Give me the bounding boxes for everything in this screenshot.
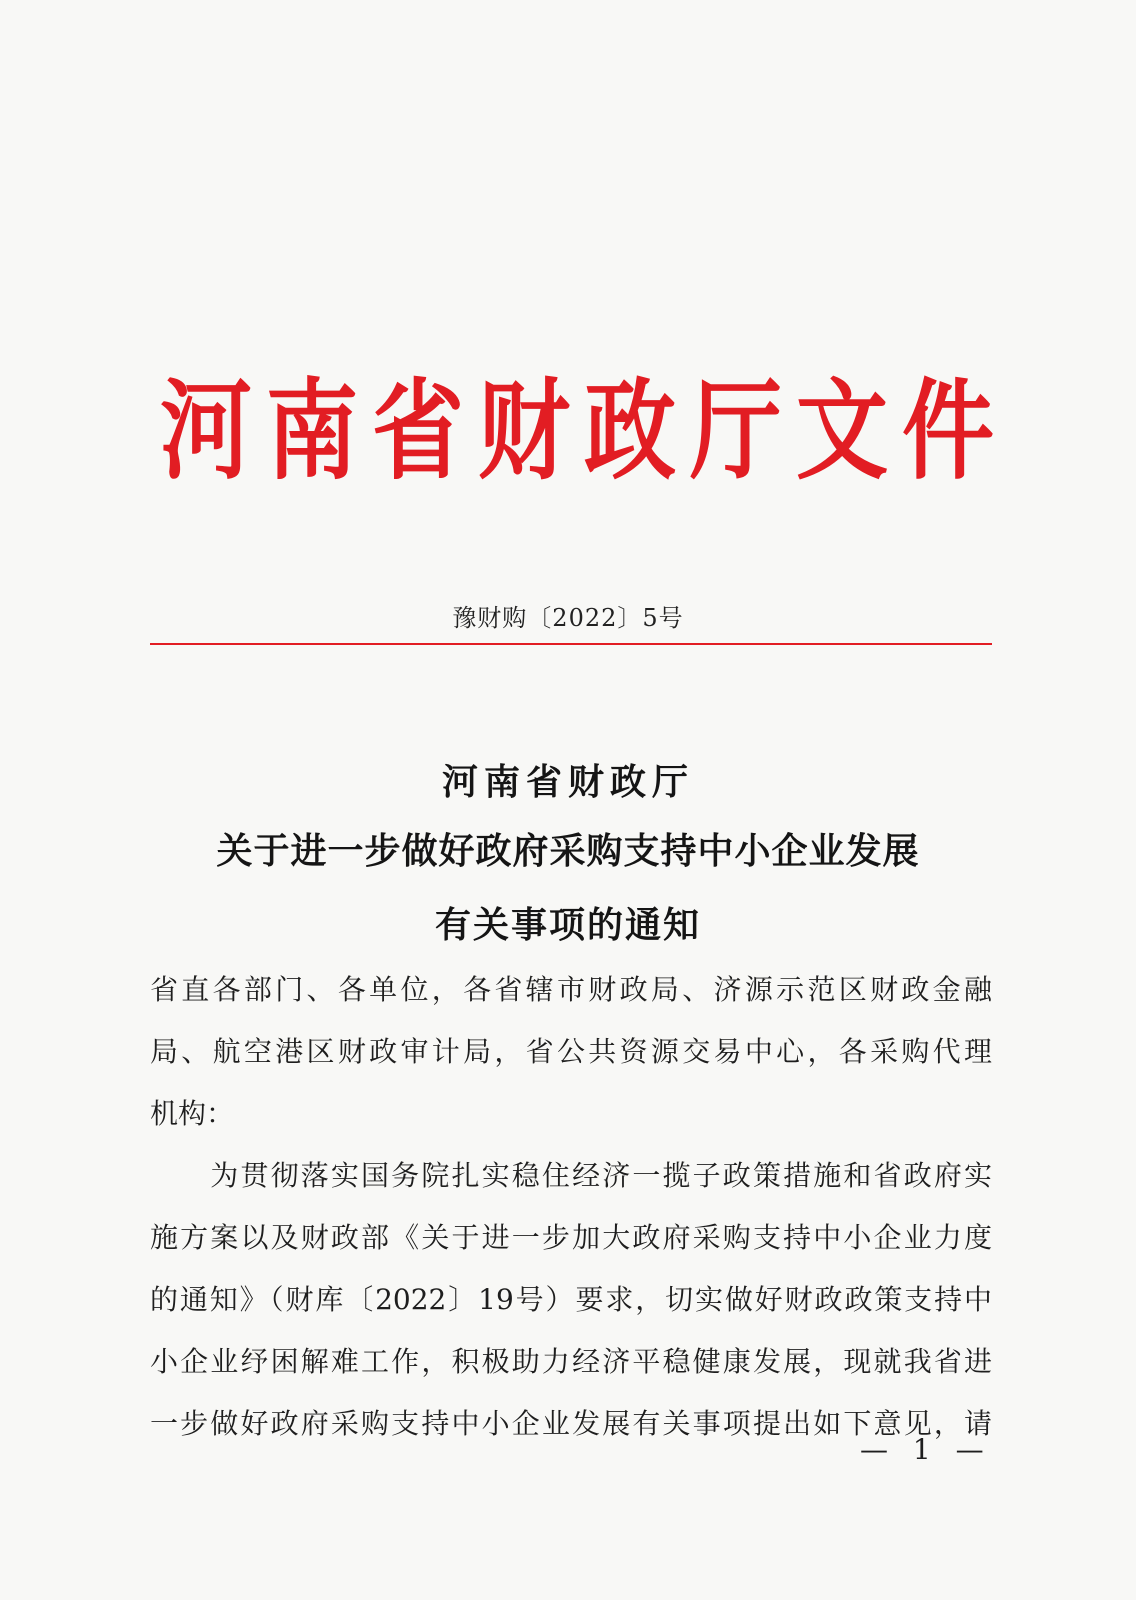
body-line-7: 小企业纾困解难工作，积极助力经济平稳健康发展，现就我省进 xyxy=(150,1345,992,1378)
body-line-6: 的通知》（财库〔2022〕19号）要求，切实做好财政政策支持中 xyxy=(150,1283,992,1316)
document-number: 豫财购〔2022〕5号 xyxy=(452,604,684,632)
page-number: — 1 — xyxy=(860,1433,992,1466)
body-line-1: 省直各部门、各单位，各省辖市财政局、济源示范区财政金融 xyxy=(150,973,992,1006)
body-line-3: 机构： xyxy=(150,1097,235,1130)
red-divider-line xyxy=(150,643,992,645)
title-line-2: 关于进一步做好政府采购支持中小企业发展 xyxy=(216,831,920,872)
issuer-masthead: 河南省财政厅文件 xyxy=(160,368,1009,495)
title-line-3: 有关事项的通知 xyxy=(434,905,701,946)
title-line-1: 河南省财政厅 xyxy=(441,762,694,803)
body-line-2: 局、航空港区财政审计局，省公共资源交易中心，各采购代理 xyxy=(150,1035,992,1068)
body-line-4: 为贯彻落实国务院扎实稳住经济一揽子政策措施和省政府实 xyxy=(150,1159,992,1192)
body-line-5: 施方案以及财政部《关于进一步加大政府采购支持中小企业力度 xyxy=(150,1221,992,1254)
body-line-8: 一步做好政府采购支持中小企业发展有关事项提出如下意见，请 xyxy=(150,1407,992,1440)
